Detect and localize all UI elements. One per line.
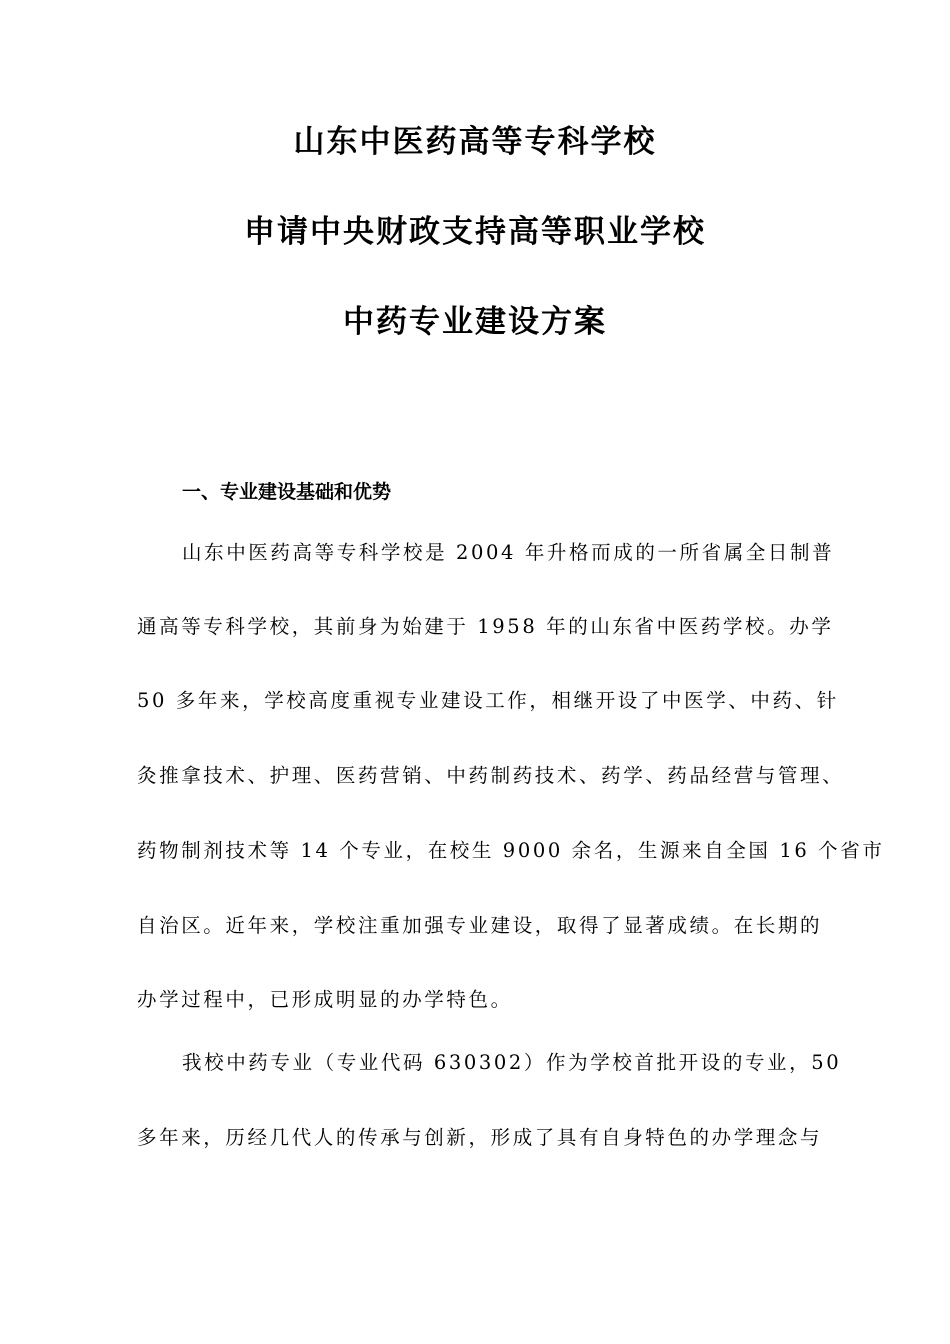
paragraph-1-line-4: 灸推拿技术、护理、医药营销、中药制药技术、药学、药品经营与管理、 xyxy=(137,764,845,787)
paragraph-2-line-2: 多年来，历经几代人的传承与创新，形成了具有自身特色的办学理念与 xyxy=(137,1126,823,1149)
paragraph-1-line-5: 药物制剂技术等 14 个专业，在校生 9000 余名，生源来自全国 16 个省市 xyxy=(137,839,885,862)
paragraph-1-line-2: 通高等专科学校，其前身为始建于 1958 年的山东省中医药学校。办学 xyxy=(137,615,834,638)
document-title-line-1: 山东中医药高等专科学校 xyxy=(293,124,657,160)
document-title-line-2: 申请中央财政支持高等职业学校 xyxy=(244,214,706,250)
paragraph-1-line-7: 办学过程中，已形成明显的办学特色。 xyxy=(137,988,513,1011)
paragraph-2-line-1: 我校中药专业（专业代码 630302）作为学校首批开设的专业，50 xyxy=(182,1051,842,1074)
paragraph-1-line-6: 自治区。近年来，学校注重加强专业建设，取得了显著成绩。在长期的 xyxy=(137,914,823,937)
section-heading: 一、专业建设基础和优势 xyxy=(182,481,392,503)
document-title-line-3: 中药专业建设方案 xyxy=(343,304,607,340)
paragraph-1-line-1: 山东中医药高等专科学校是 2004 年升格而成的一所省属全日制普 xyxy=(182,541,835,564)
paragraph-1-line-3: 50 多年来，学校高度重视专业建设工作，相继开设了中医学、中药、针 xyxy=(137,689,839,712)
